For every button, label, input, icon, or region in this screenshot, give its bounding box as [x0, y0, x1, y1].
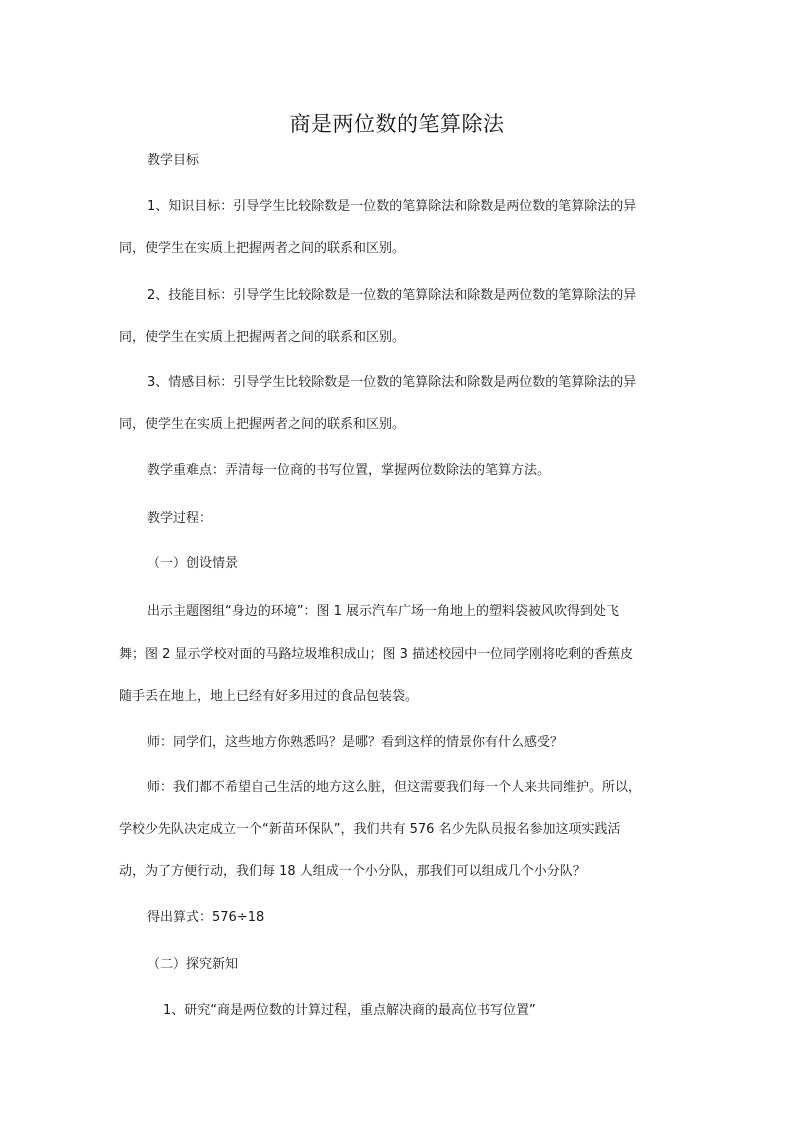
formula-line: 得出算式：576÷18 [147, 910, 265, 925]
section-heading: （二）探究新知 [147, 957, 239, 972]
section-heading-objectives: 教学目标 [147, 153, 200, 168]
paragraph-line: 师：同学们，这些地方你熟悉吗？是哪？看到这样的情景你有什么感受？ [147, 735, 564, 750]
paragraph-line: 师：我们都不希望自己生活的地方这么脏，但这需要我们每一个人来共同维护。所以， [147, 780, 642, 795]
paragraph-line: 同，使学生在实质上把握两者之间的联系和区别。 [119, 417, 406, 432]
paragraph-line: 出示主题图组“身边的环境”：图 1 展示汽车广场一角地上的塑料袋被风吹得到处飞 [147, 604, 620, 619]
paragraph-line: 1、研究“商是两位数的计算过程，重点解决商的最高位书写位置” [163, 1003, 536, 1018]
paragraph-line: 随手丢在地上，地上已经有好多用过的食品包装袋。 [119, 689, 419, 704]
paragraph-line: 同，使学生在实质上把握两者之间的联系和区别。 [119, 241, 406, 256]
paragraph-line: 同，使学生在实质上把握两者之间的联系和区别。 [119, 330, 406, 345]
paragraph-line: 1、知识目标：引导学生比较除数是一位数的笔算除法和除数是两位数的笔算除法的异 [147, 199, 637, 214]
paragraph-line: 舞；图 2 显示学校对面的马路垃圾堆积成山；图 3 描述校园中一位同学刚将吃剩的香蕉皮 [119, 647, 634, 662]
paragraph-line: 动，为了方便行动，我们每 18 人组成一个小分队，那我们可以组成几个小分队？ [119, 864, 586, 879]
document-title: 商是两位数的笔算除法 [289, 112, 505, 136]
section-heading: （一）创设情景 [147, 556, 239, 571]
paragraph-line: 学校少先队决定成立一个“新苗环保队”，我们共有 576 名少先队员报名参加这项实践活 [119, 822, 621, 837]
paragraph-line: 教学重难点：弄清每一位商的书写位置，掌握两位数除法的笔算方法。 [147, 463, 551, 478]
paragraph-line: 3、情感目标：引导学生比较除数是一位数的笔算除法和除数是两位数的笔算除法的异 [147, 375, 637, 390]
section-heading-process: 教学过程： [147, 511, 213, 526]
paragraph-line: 2、技能目标：引导学生比较除数是一位数的笔算除法和除数是两位数的笔算除法的异 [147, 288, 637, 303]
